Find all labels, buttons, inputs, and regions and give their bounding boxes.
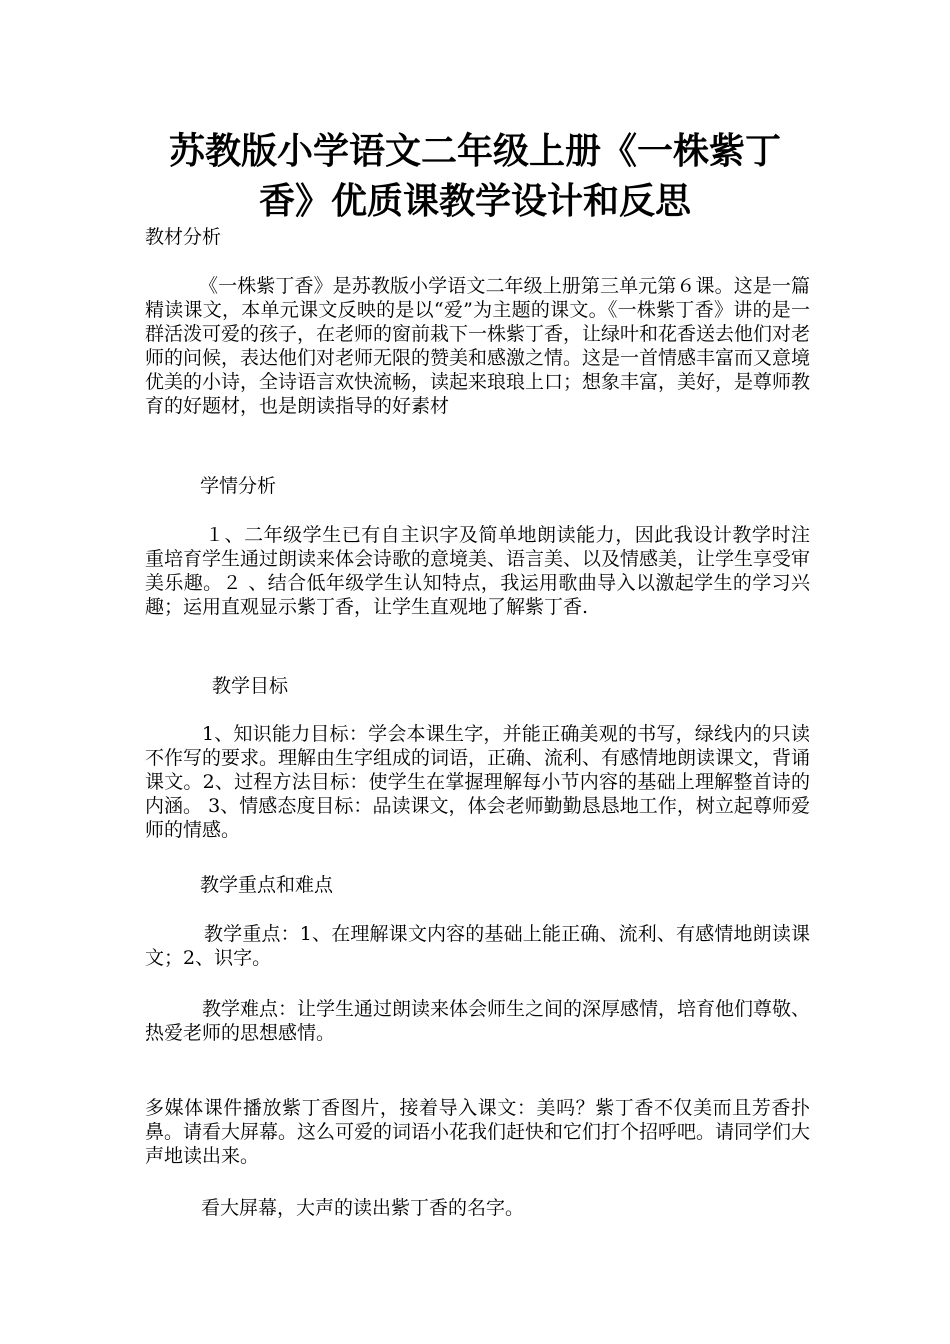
- paragraph-read-aloud: 看大屏幕，大声的读出紫丁香的名字。: [201, 1197, 525, 1219]
- section-heading-key-points: 教学重点和难点: [200, 874, 334, 896]
- paragraph-key-points: 教学重点：1、在理解课文内容的基础上能正确、流利、有感情地朗读课文；2、识字。: [145, 923, 810, 969]
- title-line-2: 香》优质课教学设计和反思: [258, 180, 691, 222]
- paragraph-difficulties: 教学难点：让学生通过朗读来体会师生之间的深厚感情，培育他们尊敬、热爱老师的思想感情。: [145, 998, 811, 1044]
- section-heading-student-analysis: 学情分析: [200, 475, 277, 497]
- paragraph-student-analysis: １、二年级学生已有自主识字及简单地朗读能力，因此我设计教学时注重培育学生通过朗读来体会诗歌的意境美、语言美、以及情感美，让学生享受审美乐趣。２ 、结合低年级学生认知特点，我运用歌曲导入以激起学生的学习兴趣；运用直观显示紫丁香，让学生直观地了解紫丁香.: [145, 524, 811, 618]
- section-heading-material-analysis: 教材分析: [145, 226, 222, 248]
- document-title: [100, 126, 850, 226]
- paragraph-material-analysis: 《一株紫丁香》是苏教版小学语文二年级上册第三单元第６课。这是一篇精读课文，本单元课文反映的是以“爱”为主题的课文。《一株紫丁香》讲的是一群活泼可爱的孩子，在老师的窗前栽下一株紫丁香，让绿叶和花香送去他们对老师的问候，表达他们对老师无限的赞美和感激之情。这是一首情感丰富而又意境优美的小诗，全诗语言欢快流畅，读起来琅琅上口；想象丰富，美好，是尊师教育的好题材，也是朗读指导的好素材: [145, 275, 811, 417]
- paragraph-teaching-goals: 1、知识能力目标：学会本课生字，并能正确美观的书写，绿线内的只读不作写的要求。理解由生字组成的词语，正确、流利、有感情地朗读课文，背诵课文。2、过程方法目标：使学生在掌握理解每小节内容的基础上理解整首诗的内涵。 3、情感态度目标：品读课文，体会老师勤勤恳恳地工作，树立起尊师爱师的情感。: [145, 723, 811, 841]
- title-line-1: 苏教版小学语文二年级上册《一株紫丁: [168, 130, 781, 172]
- section-heading-teaching-goals: 教学目标: [212, 675, 289, 697]
- paragraph-multimedia-intro: 多媒体课件播放紫丁香图片，接着导入课文：美吗？紫丁香不仅美而且芳香扑鼻。请看大屏幕。这么可爱的词语小花我们赶快和它们打个招呼吧。请同学们大声地读出来。: [145, 1097, 811, 1167]
